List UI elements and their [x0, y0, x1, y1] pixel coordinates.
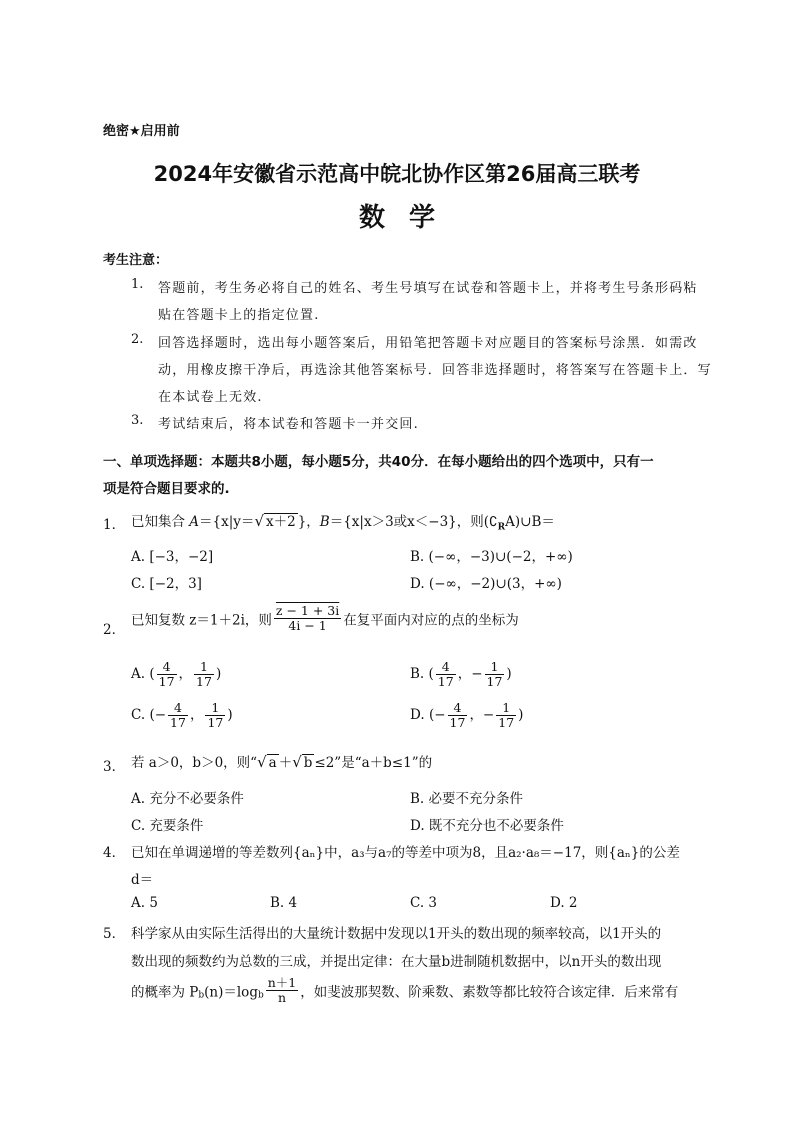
notice-num-2: 2. — [131, 332, 144, 347]
notice-heading: 考生注意： — [103, 253, 169, 268]
question-2-option-a: A. ( $\frac{4}{17}$ ， $\frac{1}{17}$ ) — [131, 659, 222, 689]
notice-line: 回答选择题时，选出每小题答案后，用铅笔把答题卡对应题目的答案标号涂黑．如需改 — [158, 336, 698, 351]
notice-line: 贴在答题卡上的指定位置. — [158, 308, 320, 323]
question-3-number: 3． — [103, 759, 126, 775]
question-4-stem: 已知在单调递增的等差数列{aₙ}中，a₃与a₇的等差中项为8，且a₂·a₈＝−17，则{aₙ}的公差 — [131, 845, 680, 861]
confidential-label: 绝密★启用前 — [103, 124, 180, 139]
section-heading-cont: 项是符合题目要求的. — [103, 481, 230, 497]
question-4-stem-cont: d＝ — [131, 872, 154, 888]
notice-line: 考试结束后，将本试卷和答题卡一并交回. — [158, 417, 419, 432]
notice-num-1: 1. — [131, 277, 144, 292]
question-5-stem-formula: 的概率为 $P_b(n)=\log_b$ $\frac{n+1}{n}$ ，如斐波那契数、阶乘数、素数等都比较符合该定律．后来常有 — [131, 975, 679, 1005]
exam-title: 2024年安徽省示范高中皖北协作区第26届高三联考 — [153, 162, 641, 186]
subject-title: 数学 — [358, 203, 459, 233]
question-1-stem: 已知集合 A＝{x|y＝√ x＋2 }，B＝{x|x＞3或x＜−3}，则$(∁_RA)\cup B=$ — [131, 512, 555, 533]
question-3-option-a: A. 充分不必要条件 — [131, 791, 244, 807]
question-2-option-b: B. ( $\frac{4}{17}$ ，− $\frac{1}{17}$ ) — [410, 659, 512, 689]
notice-line: 在本试卷上无效. — [158, 390, 263, 405]
question-1-number: 1． — [103, 517, 126, 533]
question-5-number: 5． — [103, 926, 126, 942]
question-1-option-a: A. [−3，−2] — [131, 549, 214, 565]
question-4-option-d: D. 2 — [550, 895, 578, 911]
question-1-option-b: B. (−∞，−3)∪(−2，+∞) — [410, 549, 573, 565]
question-1-option-d: D. (−∞，−2)∪(3，+∞) — [410, 576, 562, 592]
question-4-number: 4． — [103, 845, 126, 861]
question-3-option-b: B. 必要不充分条件 — [410, 791, 524, 807]
question-2-option-d: D. (− $\frac{4}{17}$ ，− $\frac{1}{17}$ ) — [410, 700, 524, 730]
question-5-stem-cont: 数出现的频数约为总数的三成，并提出定律：在大量b进制随机数据中，以n开头的数出现 — [131, 954, 662, 970]
question-4-option-b: B. 4 — [270, 895, 298, 911]
question-2-number: 2． — [103, 622, 126, 638]
notice-line: 动，用橡皮擦干净后，再选涂其他答案标号．回答非选择题时，将答案写在答题卡上．写 — [158, 363, 712, 378]
question-4-option-a: A. 5 — [131, 895, 158, 911]
question-3-option-c: C. 充要条件 — [131, 818, 204, 834]
notice-num-3: 3. — [131, 413, 144, 428]
question-2-option-c: C. (− $\frac{4}{17}$ ， $\frac{1}{17}$ ) — [131, 700, 233, 730]
section-heading: 一、单项选择题：本题共8小题，每小题5分，共40分．在每小题给出的四个选项中，只有一 — [103, 454, 654, 470]
fraction: $\frac{z - 1 + 3i}{4i - 1}$ — [275, 603, 340, 633]
question-4-option-c: C. 3 — [410, 895, 438, 911]
question-1-option-c: C. [−2，3] — [131, 576, 202, 592]
question-5-stem: 科学家从由实际生活得出的大量统计数据中发现以1开头的数出现的频率较高，以1开头的 — [131, 926, 662, 942]
question-3-option-d: D. 既不充分也不必要条件 — [410, 818, 564, 834]
notice-line: 答题前，考生务必将自己的姓名、考生号填写在试卷和答题卡上，并将考生号条形码粘 — [158, 281, 698, 296]
question-2-stem: 已知复数 z＝1＋2i，则 $\frac{z - 1 + 3i}{4i - 1}$ 在复平面内对应的点的坐标为 — [131, 603, 519, 633]
sqrt-expression: √ x＋2 — [254, 512, 296, 530]
question-3-stem: 若 a＞0，b＞0，则“√ a ＋√ b ≤2”是“a＋b≤1”的 — [131, 753, 433, 771]
